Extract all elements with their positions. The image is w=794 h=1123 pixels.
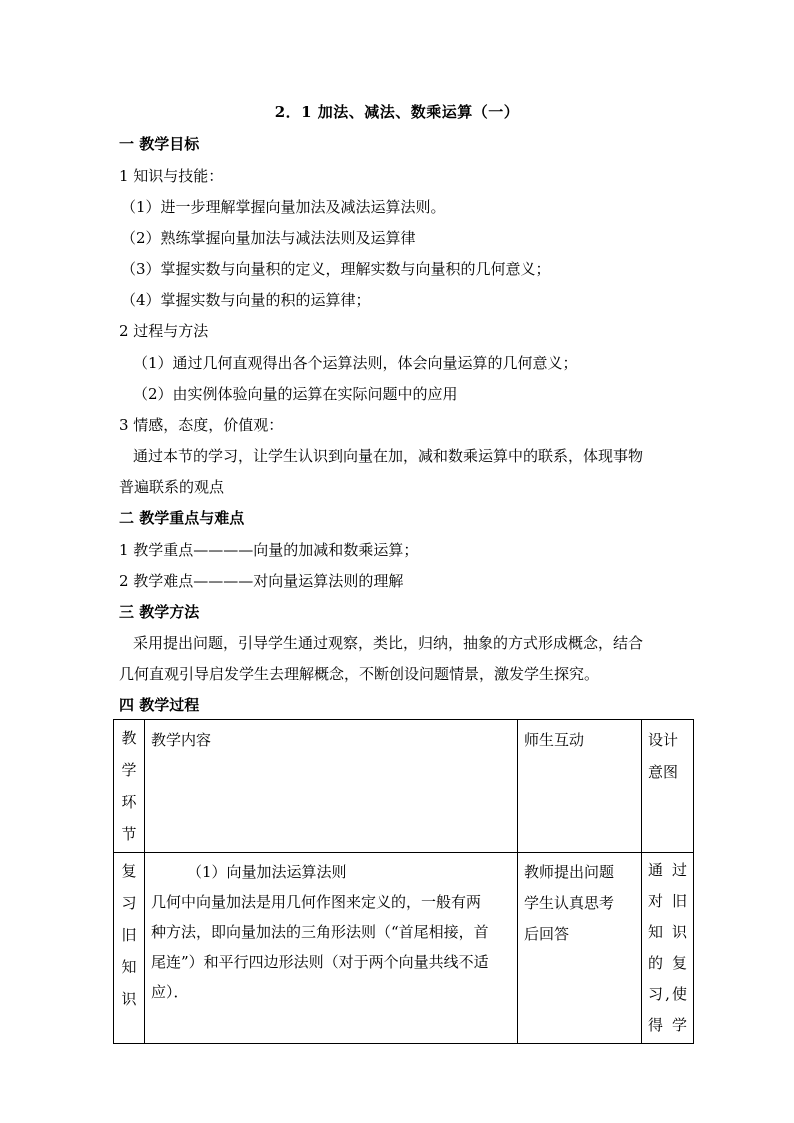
header-stage — [114, 720, 145, 853]
purpose-line: 通 过 — [648, 861, 687, 879]
objective-knowledge-heading: 1 知识与技能： — [119, 167, 224, 185]
purpose-line: 对 旧 — [648, 892, 687, 910]
purpose-line: 得 学 — [648, 1016, 687, 1034]
header-purpose-line: 设计 — [648, 731, 679, 749]
paragraph-line: 普遍联系的观点 — [119, 478, 225, 496]
row-stage — [114, 853, 145, 1044]
interaction-line: 学生认真思考 — [524, 894, 615, 912]
paragraph-line: 采用提出问题，引导学生通过观察，类比，归纳，抽象的方式形成概念，结合 — [133, 634, 644, 652]
interaction-line: 后回答 — [524, 925, 570, 943]
table-header-row — [114, 720, 694, 853]
header-stage-char: 环 — [121, 793, 137, 811]
purpose-line: 知 识 — [648, 923, 687, 941]
content-line: 几何中向量加法是用几何作图来定义的，一般有两 — [151, 893, 482, 911]
row-content — [145, 853, 518, 1044]
section-heading-process: 四 教学过程 — [119, 696, 200, 714]
document-title: 2．1 加法、减法、数乘运算（一） — [274, 103, 520, 121]
row-purpose — [642, 853, 694, 1044]
header-purpose — [642, 720, 694, 853]
purpose-line: 习,使 — [648, 985, 687, 1003]
row-stage-char: 旧 — [121, 926, 137, 944]
content-line: 尾连”）和平行四边形法则（对于两个向量共线不适 — [151, 953, 489, 971]
header-stage-char: 节 — [121, 825, 137, 843]
row-stage-char: 识 — [121, 990, 137, 1008]
interaction-line: 教师提出问题 — [524, 863, 615, 881]
section-heading-objectives: 一 教学目标 — [119, 135, 200, 153]
purpose-line: 的 复 — [648, 954, 687, 972]
header-stage-char: 教 — [121, 729, 137, 747]
paragraph-line: 几何直观引导启发学生去理解概念，不断创设问题情景，激发学生探究。 — [119, 665, 600, 683]
row-stage-char: 习 — [121, 894, 137, 912]
content-line: 应）． — [151, 983, 189, 1001]
content-line: 种方法，即向量加法的三角形法则（“首尾相接，首 — [151, 923, 489, 941]
table-row — [114, 853, 694, 1044]
paragraph-line: 通过本节的学习，让学生认识到向量在加，减和数乘运算中的联系，体现事物 — [133, 447, 644, 465]
header-purpose-line: 意图 — [648, 763, 679, 781]
teaching-process-table — [113, 719, 694, 1044]
header-stage-char: 学 — [121, 761, 137, 779]
keypoint-item: 1 教学重点————向量的加减和数乘运算； — [119, 541, 419, 559]
objective-item: （1）进一步理解掌握向量加法及减法运算法则。 — [121, 198, 446, 216]
row-stage-char: 知 — [121, 958, 137, 976]
content-subtitle: （1）向量加法运算法则 — [187, 863, 347, 881]
row-interaction — [518, 853, 642, 1044]
objective-item: （2）熟练掌握向量加法与减法法则及运算律 — [121, 229, 416, 247]
header-interaction: 师生互动 — [518, 720, 642, 853]
row-stage-char: 复 — [121, 862, 137, 880]
objective-item: （1）通过几何直观得出各个运算法则，体会向量运算的几何意义； — [133, 354, 578, 372]
section-heading-methods: 三 教学方法 — [119, 603, 200, 621]
header-content: 教学内容 — [145, 720, 518, 853]
objective-item: （3）掌握实数与向量积的定义，理解实数与向量积的几何意义； — [121, 260, 551, 278]
objective-item: （2）由实例体验向量的运算在实际问题中的应用 — [133, 385, 458, 403]
objective-process-heading: 2 过程与方法 — [119, 322, 209, 340]
keypoint-item: 2 教学难点————对向量运算法则的理解 — [119, 572, 404, 590]
objective-item: （4）掌握实数与向量的积的运算律； — [121, 291, 371, 309]
section-heading-keypoints: 二 教学重点与难点 — [119, 509, 245, 527]
objective-attitude-heading: 3 情感，态度，价值观： — [119, 416, 284, 434]
